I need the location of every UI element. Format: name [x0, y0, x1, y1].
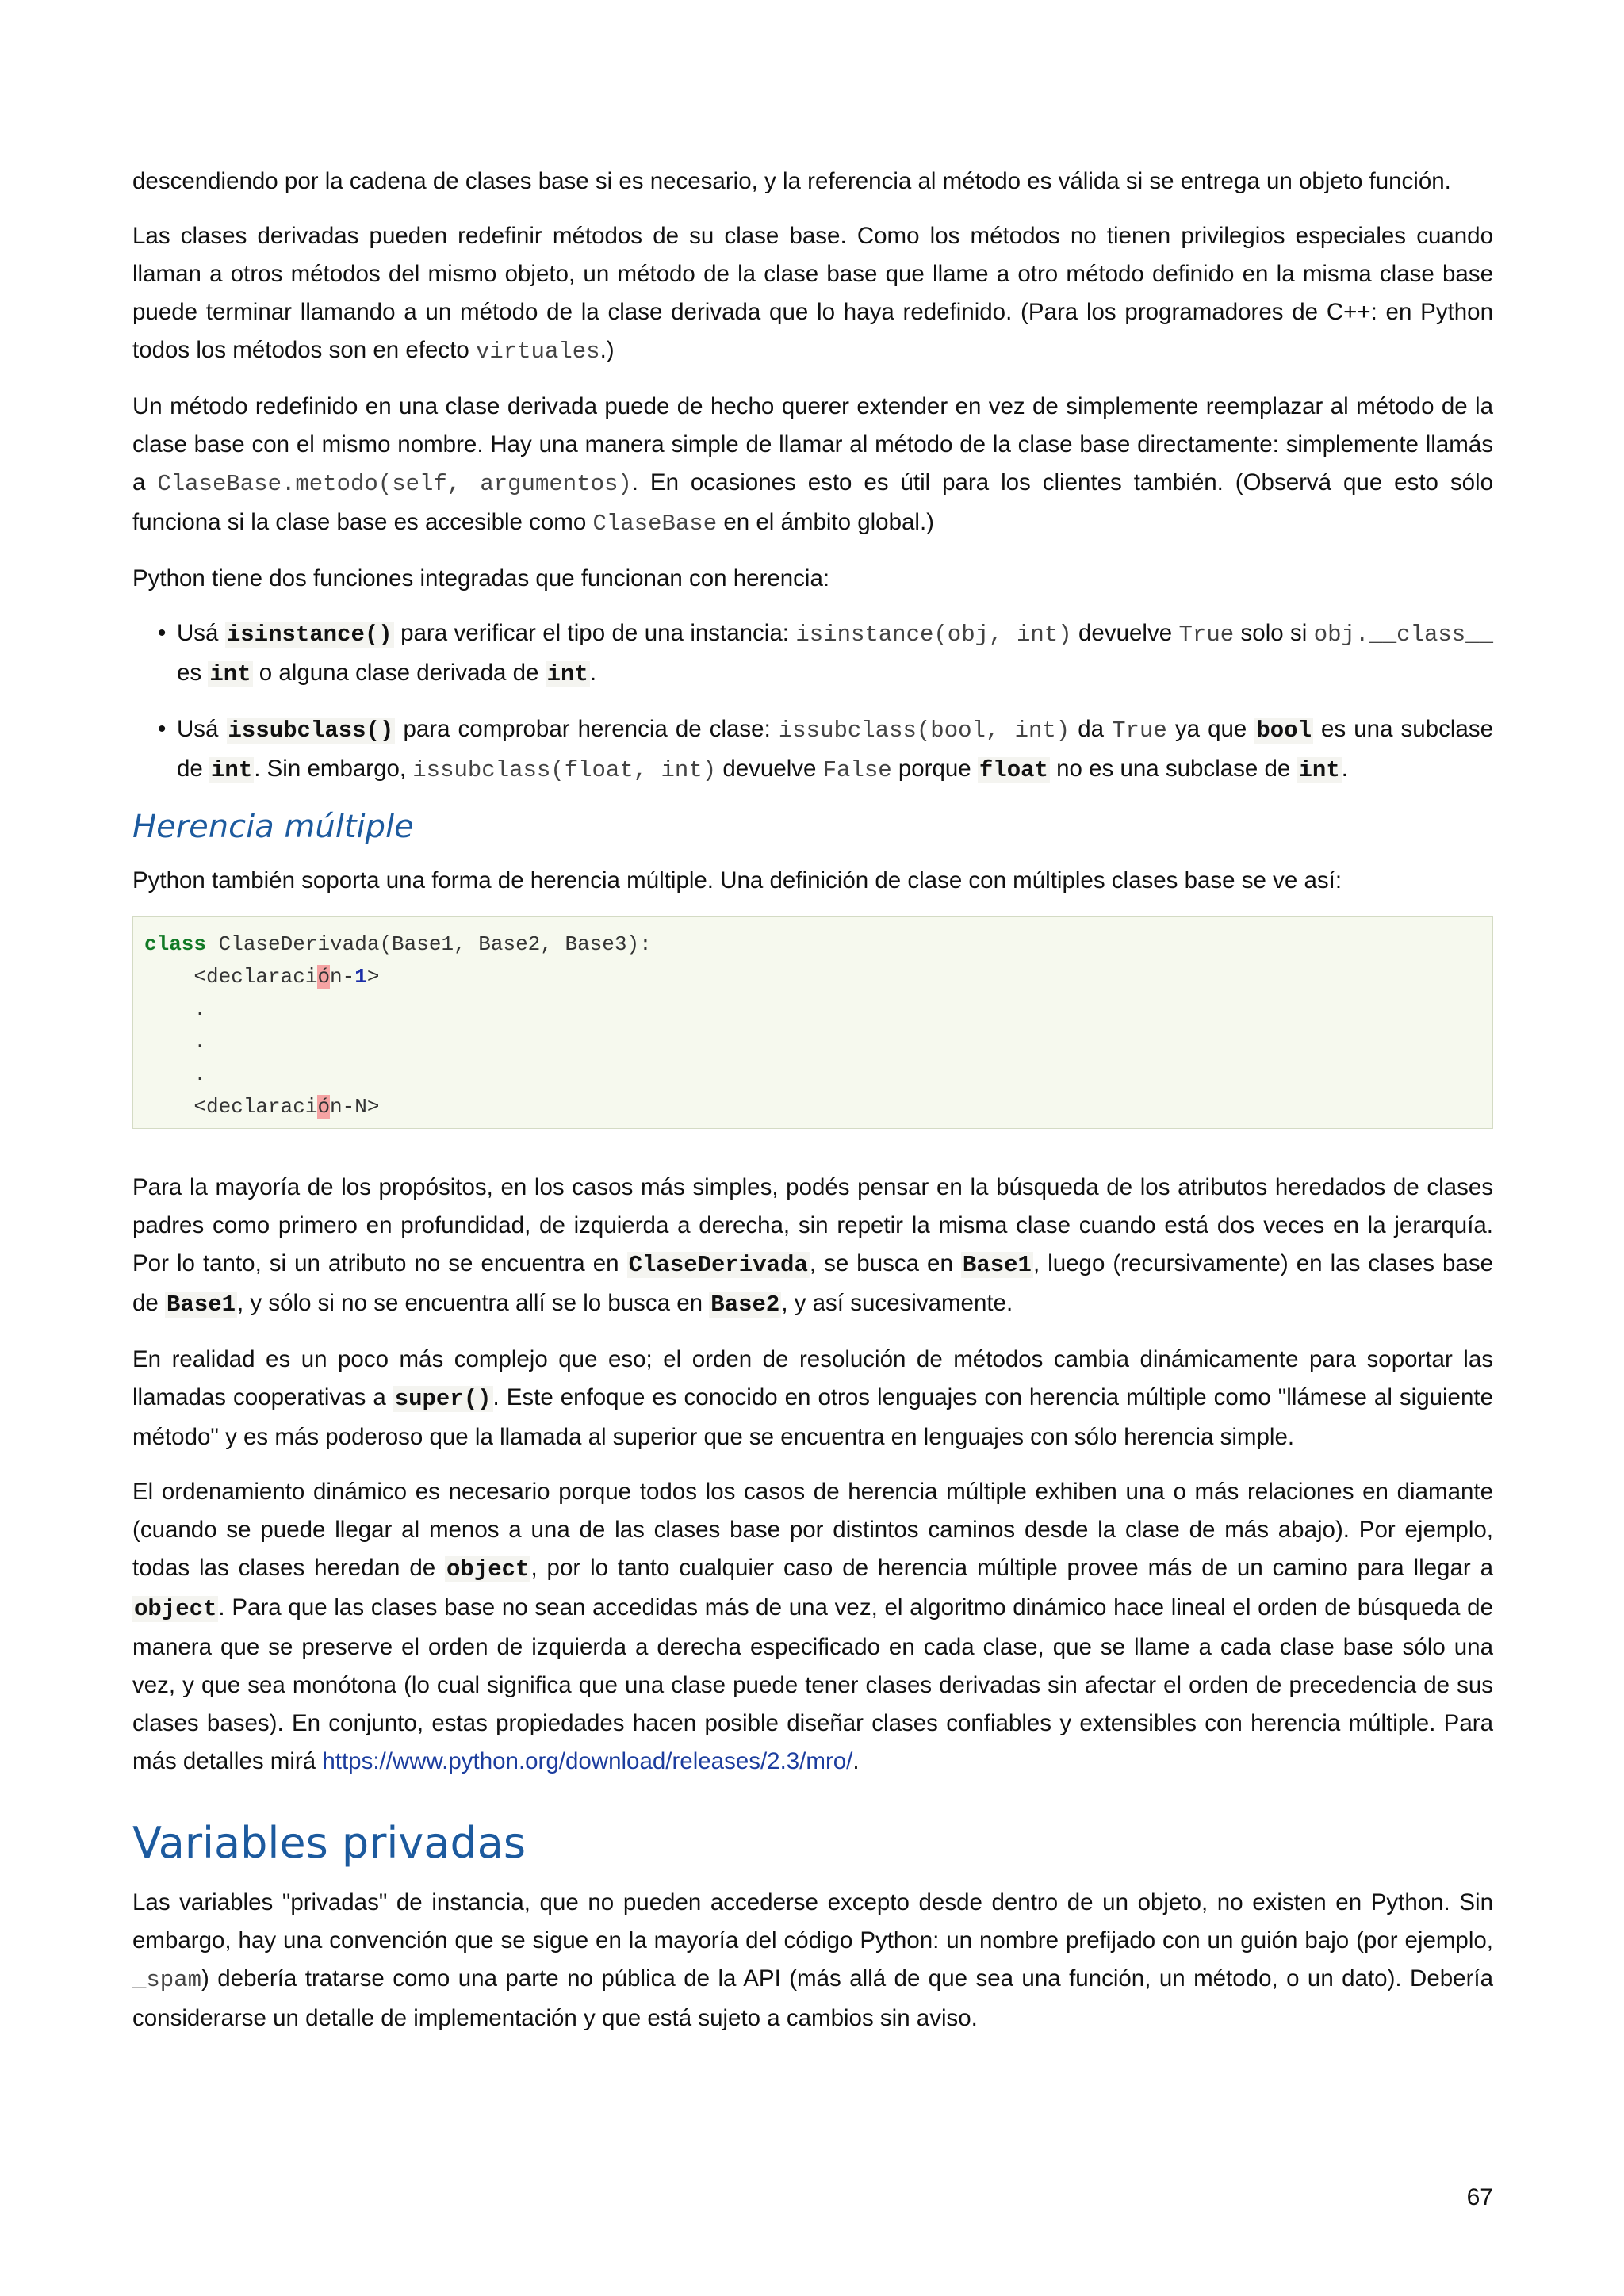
paragraph-extend-method: Un método redefinido en una clase derivada puede de hecho querer extender en vez de simplemente reemplazar al método de la clase base con el mismo nombre. Hay una manera simple de llamar al método de la clase base directamente: simplemente llamás a ClaseBase.metodo(self, argumentos). En ocasiones esto es útil para los clientes también. (Observá que esto sólo funciona si la clase base es accesible como ClaseBase en el ámbito global.) [132, 393, 1493, 537]
heading-herencia-multiple: Herencia múltiple [132, 809, 414, 845]
list-item-issubclass: • Usá issubclass() para comprobar herencia de clase: issubclass(bool, int) da True ya que bool es una subclase de int. Sin embargo, issubclass(float, int) devuelve False porque float no es una subclase de int. [177, 710, 1493, 790]
builtin-functions-list [132, 614, 1493, 790]
code-virtuales: virtuales [475, 339, 600, 365]
code-issubclass: issubclass() [228, 718, 394, 744]
paragraph-builtin-functions: Python tiene dos funciones integradas que funcionan con herencia: [132, 565, 830, 591]
paragraph-derived-classes: Las clases derivadas pueden redefinir métodos de su clase base. Como los métodos no tienen privilegios especiales cuando llaman a otros métodos del mismo objeto, un método de la clase base que llame a otro método definido en la misma clase base puede terminar llamando a un método de la clase derivada que lo haya redefinido. (Para los programadores de C++: en Python todos los métodos son en efecto virtuales.) [132, 223, 1493, 365]
heading-variables-privadas: Variables privadas [132, 1818, 526, 1868]
code-super: super() [394, 1386, 492, 1412]
bullet-icon: • [158, 620, 167, 646]
paragraph-depth-first: Para la mayoría de los propósitos, en los casos más simples, podés pensar en la búsqueda de los atributos heredados de clases padres como primero en profundidad, de izquierda a derecha, sin repetir la misma clase cuando está dos veces en la jerarquía. Por lo tanto, si un atributo no se encuentra en ClaseDerivada, se busca en Base1, luego (recursivamente) en las clases base de Base1, y sólo si no se encuentra allí se lo busca en Base2, y así sucesivamente. [132, 1174, 1493, 1318]
paragraph-private-variables: Las variables "privadas" de instancia, que no pueden accederse excepto desde dentro de un objeto, no existen en Python. Sin embargo, hay una convención que se sigue en la mayoría del código Python: un nombre prefijado con un guión bajo (por ejemplo, _spam) debería tratarse como una parte no pública de la API (más allá de que sea una función, un método, o un dato). Debería considerarse un detalle de implementación y que está sujeto a cambios sin aviso. [132, 1889, 1493, 2031]
link-mro[interactable]: https://www.python.org/download/releases/2.3/mro/ [322, 1748, 853, 1774]
code-block-class-definition: class ClaseDerivada(Base1, Base2, Base3): <declaración-1> . . . <declaración-N> [132, 916, 1493, 1129]
list-item-isinstance: • Usá isinstance() para verificar el tipo de una instancia: isinstance(obj, int) devuelve True solo si obj.__class__ es int o alguna clase derivada de int. [177, 614, 1493, 694]
paragraph-mro: En realidad es un poco más complejo que eso; el orden de resolución de métodos cambia dinámicamente para soportar las llamadas cooperativas a super(). Este enfoque es conocido en otros lenguajes con herencia múltiple como "llámese al siguiente método" y es más poderoso que la llamada al superior que se encuentra en lenguajes con sólo herencia simple. [132, 1346, 1493, 1450]
code-isinstance: isinstance() [226, 622, 393, 648]
paragraph-diamond: El ordenamiento dinámico es necesario porque todos los casos de herencia múltiple exhiben una o más relaciones en diamante (cuando se puede llegar al menos a una de las clases base por distintos caminos desde la clase de más abajo). Por ejemplo, todas las clases heredan de object, por lo tanto cualquier caso de herencia múltiple provee más de un camino para llegar a object. Para que las clases base no sean accedidas más de una vez, el algoritmo dinámico hace lineal el orden de búsqueda de manera que se preserve el orden de izquierda a derecha especificado en cada clase, que se llame a cada clase base sólo una vez, y que sea monótona (lo cual significa que una clase puede tener clases derivadas sin afectar el orden de precedencia de sus clases bases). En conjunto, estas propiedades hacen posible diseñar clases confiables y extensibles con herencia múltiple. Para más detalles mirá https://www.python.org/download/releases/2.3/mro/. [132, 1479, 1493, 1774]
paragraph-multiple-inheritance: Python también soporta una forma de herencia múltiple. Una definición de clase con múltiples clases base se ve así: [132, 867, 1342, 894]
code-spam: _spam [132, 1967, 202, 1993]
page-number: 67 [1466, 2184, 1493, 2210]
code-clasebase: ClaseBase [592, 511, 718, 537]
code-clasebase-metodo: ClaseBase.metodo(self, argumentos) [157, 471, 632, 497]
bullet-icon: • [158, 716, 167, 742]
page-content [132, 163, 1493, 2054]
paragraph-method-lookup: descendiendo por la cadena de clases base si es necesario, y la referencia al método es válida si se entrega un objeto función. [132, 168, 1451, 194]
